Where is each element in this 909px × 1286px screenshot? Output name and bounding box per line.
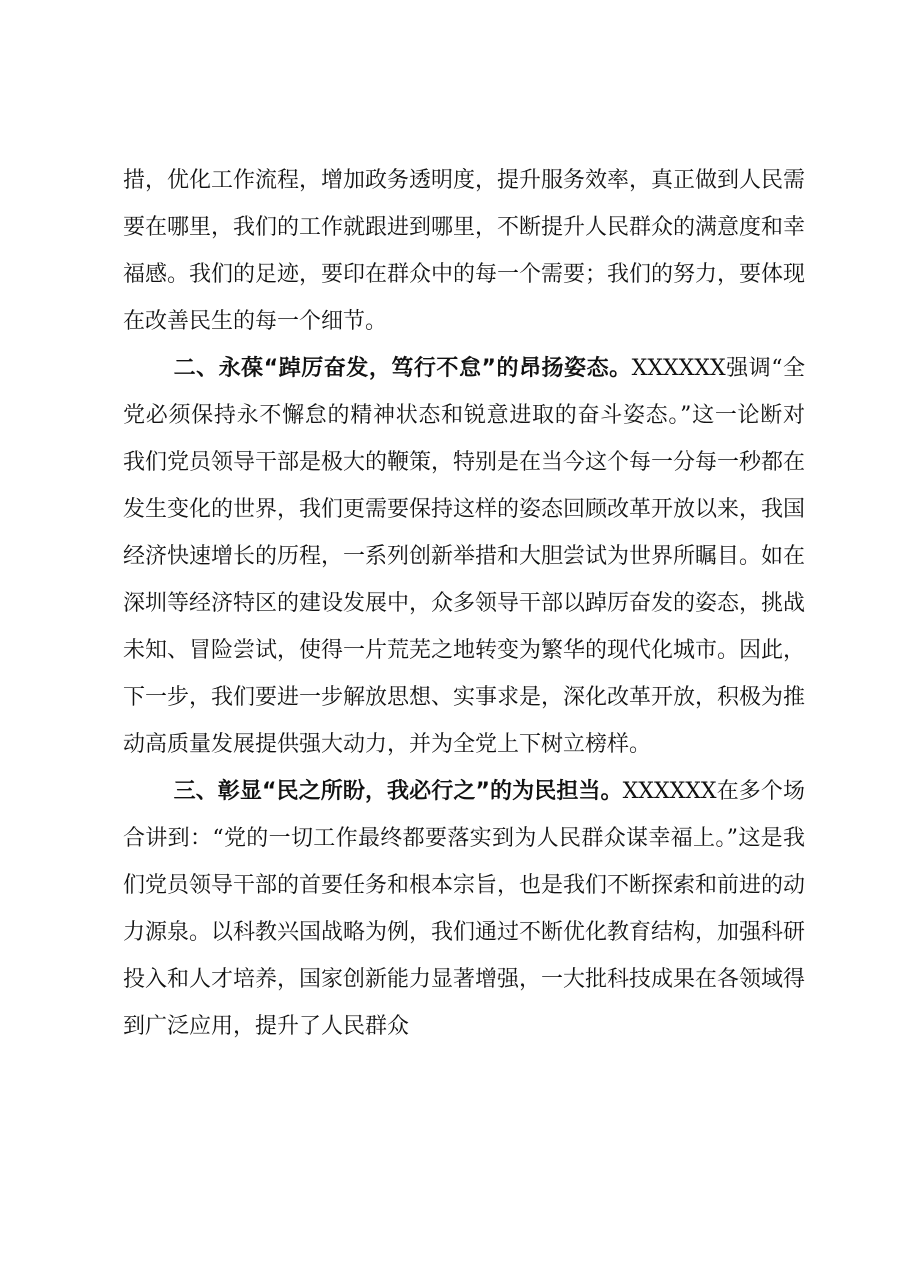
- paragraph-section-two: [123, 345, 805, 768]
- paragraph-text: XXXXXX在多个场合讲到：“党的一切工作最终都要落实到为人民群众谋幸福上。”这是我们党员领导干部的首要任务和根本宗旨，也是我们不断探索和前进的动力源泉。以科教兴国战略为例，我们通过不断优化教育结构，加强科研投入和人才培养，国家创新能力显著增强，一大批科技成果在各领域得到广泛应用，提升了人民群众: [123, 779, 806, 1039]
- paragraph-text: 措，优化工作流程，增加政务透明度，提升服务效率，真正做到人民需要在哪里，我们的工作就跟进到哪里，不断提升人民群众的满意度和幸福感。我们的足迹，要印在群众中的每一个需要；我们的努力，要体现在改善民生的每一个细节。: [123, 168, 806, 334]
- section-heading: 三、彰显“民之所盼，我必行之”的为民担当。: [173, 779, 623, 804]
- document-body: [123, 157, 805, 1050]
- section-heading: 二、永葆“踔厉奋发，笃行不怠”的昂扬姿态。: [173, 356, 632, 381]
- paragraph-text: XXXXXX强调“全党必须保持永不懈怠的精神状态和锐意进取的奋斗姿态。”这一论断对我们党员领导干部是极大的鞭策，特别是在当今这个每一分每一秒都在发生变化的世界，我们更需要保持这样的姿态回顾改革开放以来，我国经济快速增长的历程，一系列创新举措和大胆尝试为世界所瞩目。如在深圳等经济特区的建设发展中，众多领导干部以踔厉奋发的姿态，挑战未知、冒险尝试，使得一片荒芜之地转变为繁华的现代化城市。因此，下一步，我们要进一步解放思想、实事求是，深化改革开放，积极为推动高质量发展提供强大动力，并为全党上下树立榜样。: [123, 356, 806, 757]
- paragraph-section-three: [123, 768, 805, 1050]
- paragraph-continuation: [123, 157, 805, 345]
